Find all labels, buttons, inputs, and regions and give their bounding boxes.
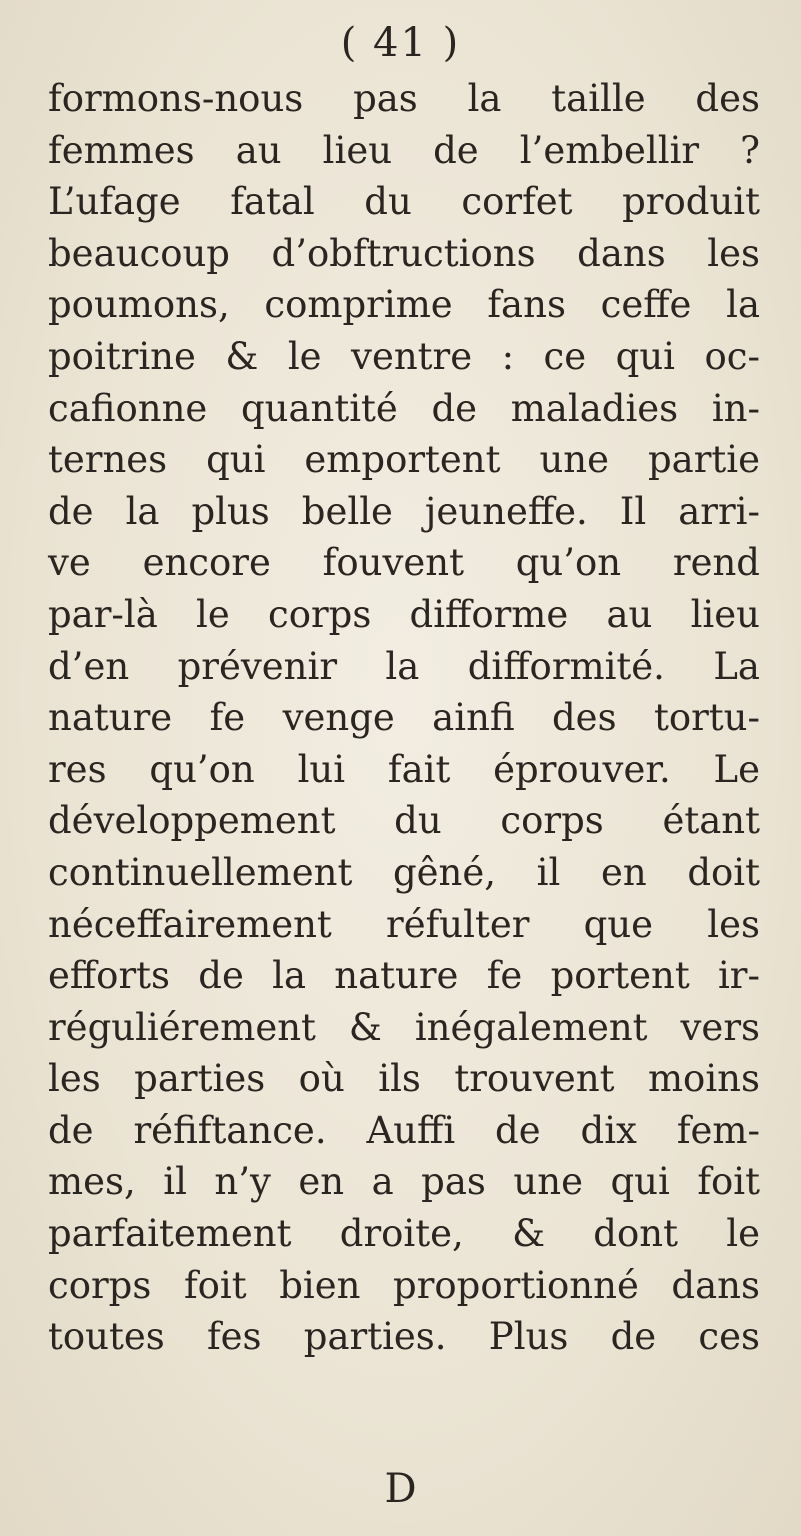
text-line-3: L’ufage fatal du corfet produit <box>48 180 760 224</box>
text-line-18: efforts de la nature fe portent ir- <box>48 954 760 998</box>
text-line-8: ternes qui emportent une partie <box>48 438 760 482</box>
text-line-23: parfaitement droite, & dont le <box>48 1212 760 1256</box>
text-line-21: de réfiftance. Auffi de dix fem- <box>48 1108 760 1152</box>
text-line-6: poitrine & le ventre : ce qui oc- <box>48 334 760 378</box>
text-line-16: continuellement gêné, il en doit <box>48 850 760 894</box>
text-line-14: res qu’on lui fait éprouver. Le <box>48 747 760 791</box>
text-line-4: beaucoup d’obftructions dans les <box>48 231 760 275</box>
signature-mark: D <box>384 1466 417 1512</box>
text-line-13: nature fe venge ainfi des tortu- <box>48 696 760 740</box>
text-line-12: d’en prévenir la difformité. La <box>48 644 760 688</box>
text-line-22: mes, il n’y en a pas une qui foit <box>48 1160 760 1204</box>
page-number: ( 41 ) <box>340 20 461 66</box>
text-line-7: cafionne quantité de maladies in- <box>48 386 760 430</box>
text-line-2: femmes au lieu de l’embellir ? <box>48 128 760 172</box>
text-line-17: néceffairement réfulter que les <box>48 902 760 946</box>
text-line-5: poumons, comprime fans ceffe la <box>48 283 760 327</box>
text-line-15: développement du corps étant <box>48 799 760 843</box>
text-line-10: ve encore fouvent qu’on rend <box>48 541 760 585</box>
text-line-1: formons-nous pas la taille des <box>48 77 760 120</box>
text-line-9: de la plus belle jeuneffe. Il arri- <box>48 489 760 533</box>
text-line-20: les parties où ils trouvent moins <box>48 1057 760 1101</box>
text-line-11: par-là le corps difforme au lieu <box>48 592 760 636</box>
text-line-19: réguliérement & inégalement vers <box>48 1005 760 1049</box>
text-line-25: toutes fes parties. Plus de ces <box>48 1315 760 1359</box>
body-text <box>48 73 760 1363</box>
text-line-24: corps foit bien proportionné dans <box>48 1263 760 1307</box>
